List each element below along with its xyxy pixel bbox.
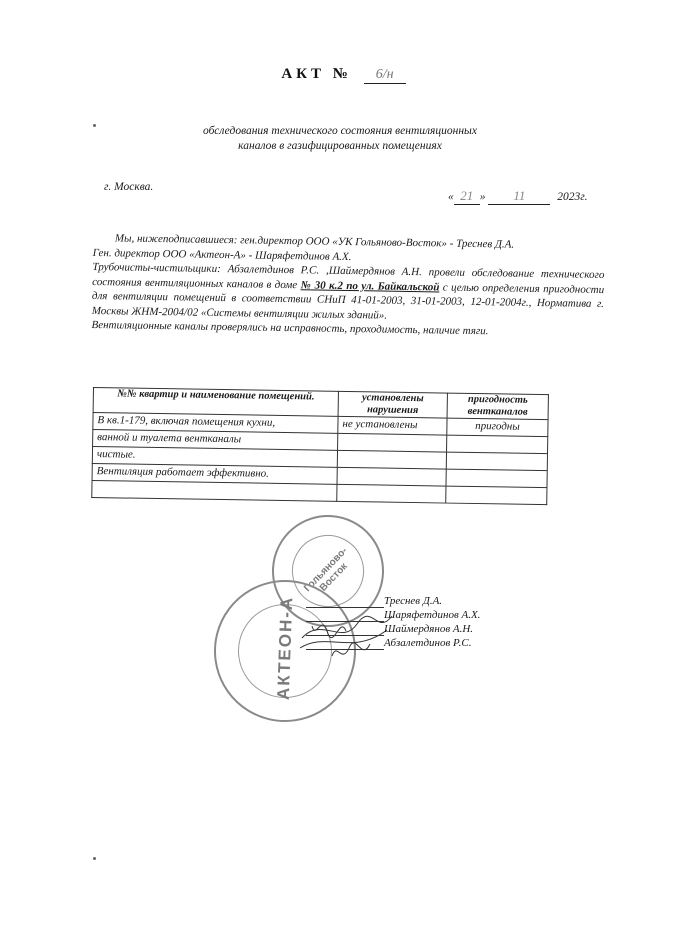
document-title — [0, 66, 687, 84]
table-cell — [338, 433, 447, 452]
header-suitability: пригодность вентканалов — [447, 393, 548, 420]
title-text: АКТ № — [281, 66, 352, 82]
body-para-inspection — [92, 260, 605, 326]
body-para-participants: Мы, нижеподписавшиеся: ген.директор ООО «УК Гольяново-Восток» - Треснев Д.А. — [114, 232, 515, 251]
table-cell — [446, 486, 547, 505]
margin-mark — [93, 124, 96, 127]
subtitle-line-2: каналов в газифицированных помещениях — [238, 140, 442, 152]
header-apartments: №№ квартир и наименование помещений. — [93, 388, 338, 417]
table-cell: чистые. — [92, 447, 337, 468]
inspection-table — [91, 387, 549, 505]
signature-line — [306, 648, 384, 650]
table-cell — [337, 450, 446, 469]
table-cell — [92, 480, 337, 501]
table-cell: не установлены — [338, 416, 447, 435]
document-date — [448, 188, 608, 205]
signer-name: Треснев Д.А. — [384, 595, 443, 607]
body-para-checks: Вентиляционные каналы проверялись на исправность, проходимость, наличие тяги. — [91, 318, 489, 338]
signature-line — [306, 634, 384, 636]
house-address: № 30 к.2 по ул. Байкальской — [300, 278, 440, 293]
table-cell — [337, 467, 446, 486]
stamp-text: АКТЕОН-А — [273, 595, 297, 701]
subtitle-line-1: обследования технического состояния вентиляционных — [203, 125, 477, 137]
stamp-text: Гольяново-Восток — [302, 545, 350, 595]
header-violations: установлены нарушения — [338, 391, 447, 418]
date-day: 21 — [454, 188, 480, 205]
body-para-inspection-start: Трубочисты-чистильщики: Абзалетдинов Р.С. ,Шаймердянов А.Н. провели обследование технического состояния вентиляционных каналов в доме — [92, 260, 605, 291]
signers-list — [384, 594, 480, 650]
body-text — [91, 231, 605, 341]
act-number: 6/н — [364, 67, 406, 84]
signature-line — [306, 606, 384, 608]
date-open-quote: « — [448, 191, 454, 203]
table-cell — [446, 469, 547, 488]
date-month: 11 — [488, 188, 550, 205]
signer-name: Шаймердянов А.Н. — [384, 623, 474, 635]
table-cell: Вентиляция работает эффективно. — [92, 463, 337, 484]
signer-name: Шаряфетдинов А.Х. — [384, 609, 481, 621]
body-para-director: Ген. директор ООО «Актеон-А» - Шаряфетдинов А.Х. — [92, 246, 352, 263]
date-year: 2023г. — [557, 191, 588, 203]
date-close-quote: » — [479, 191, 486, 203]
signature-line — [306, 620, 384, 622]
signer-name: Абзалетдинов Р.С. — [384, 637, 472, 649]
document-subtitle — [150, 124, 530, 154]
city: г. Москва. — [104, 181, 154, 193]
table-cell — [446, 452, 547, 471]
table-cell — [337, 484, 446, 503]
margin-mark — [93, 857, 96, 860]
table-cell: В кв.1-179, включая помещения кухни, — [93, 413, 338, 434]
table-cell: пригодны — [447, 418, 548, 437]
table-cell — [447, 435, 548, 454]
table-cell: ванной и туалета вентканалы — [93, 430, 338, 451]
body-para-inspection-end: с целью определения пригодности для вентиляции помещений в соответствии СНиП 41-01-2003, 31-01-2003, 12-01-2004г., Норматива г. Москвы ЖНМ-2004/02 «Системы вентиляции жилых зданий». — [91, 280, 605, 322]
